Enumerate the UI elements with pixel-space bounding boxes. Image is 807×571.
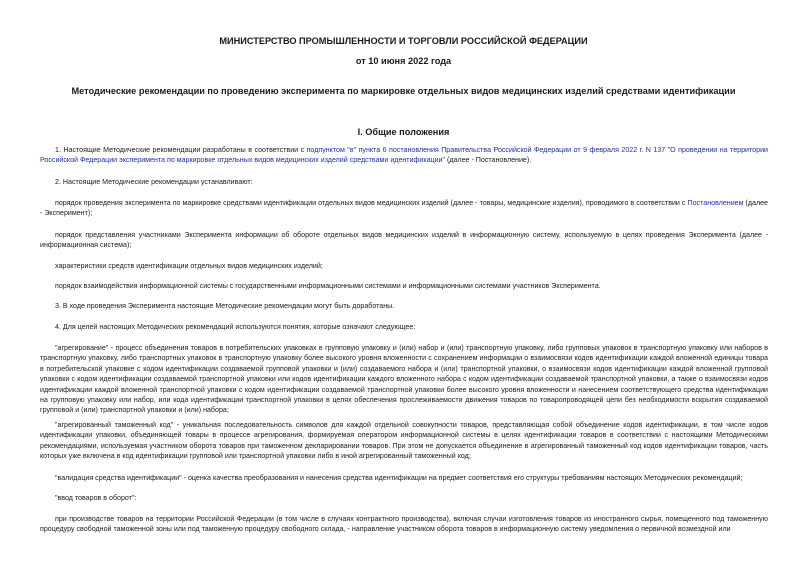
customs-code-definition: "агрегированный таможенный код" - уникальная последовательность символов для каждой отдельной совокупности товаров, представляющая собой объединение кодов идентификации, в том числе кодов идентификации упаковки, объединяющей товары в процессе агрегирования, формируемая оператором информационной системы в целях идентификации товаров в соответствии с настоящими Методическими рекомендациями, используемая участником оборота товаров при таможенном декларировании товаров. При этом не допускается объединение в агрегированный таможенный код кодов идентификации товаров, часть которых уже включена в код идентификации групповой или транспортной упаковки либо в иной агрегированный таможенный код; (40, 421, 768, 461)
paragraph-7-text: 3. В ходе проведения Эксперимента настоящие Методические рекомендации могут быть доработаны. (55, 302, 395, 310)
paragraph-8 (40, 322, 768, 332)
resolution-link[interactable]: подпунктом "в" пункта 6 постановления Правительства Российской Федерации от 9 февраля 2022 г. N 137 "О проведении на территории Российской Федерации эксперимента по маркировке отдельных видов медицинских изделий средствами идентификации" (40, 146, 768, 165)
paragraph-customs-code (40, 420, 768, 462)
paragraph-7 (40, 301, 768, 311)
production-definition: при производстве товаров на территории Российской Федерации (в том числе в случаях контрактного производства), включая случаи изготовления товаров из иностранного сырья, помещенного под таможенную процедуру свободной таможенной зоны или под таможенную процедуру свободного склада, - направление участником оборота товаров в информационную систему уведомления о первичной возмездной или (40, 515, 768, 534)
paragraph-5 (40, 261, 768, 271)
paragraph-input (40, 493, 768, 503)
paragraph-2 (40, 177, 768, 187)
paragraph-production (40, 514, 768, 535)
paragraph-1-text: 1. Настоящие Методические рекомендации разработаны в соответствии с (55, 146, 307, 154)
paragraph-1 (40, 145, 768, 166)
paragraph-8-text: 4. Для целей настоящих Методических рекомендаций используются понятия, которые означают следующее: (55, 323, 416, 331)
paragraph-aggregation (40, 343, 768, 416)
paragraph-3 (40, 198, 768, 219)
paragraph-1-tail: (далее - Постановление). (445, 156, 532, 165)
paragraph-4-text: порядок представления участниками Эксперимента информации об обороте отдельных видов медицинских изделий в информационную систему, используемую в целях проведения Эксперимента (далее - информационная система); (40, 231, 768, 250)
paragraph-5-text: характеристики средств идентификации отдельных видов медицинских изделий; (55, 262, 323, 270)
section-heading: I. Общие положения (357, 127, 450, 137)
validation-definition: "валидация средства идентификации" - оценка качества преобразования и нанесения средства идентификации на предмет соответствия его структуры требованиям настоящих Методических рекомендаций; (55, 474, 743, 482)
paragraph-6-text: порядок взаимодействия информационной системы с государственными информационными системами и информационными системами участников Эксперимента. (55, 282, 601, 290)
paragraph-6 (40, 281, 768, 291)
document-title: Методические рекомендации по проведению эксперимента по маркировке отдельных видов медицинских изделий средствами идентификации (71, 86, 736, 96)
ministry-heading: МИНИСТЕРСТВО ПРОМЫШЛЕННОСТИ И ТОРГОВЛИ РОССИЙСКОЙ ФЕДЕРАЦИИ (219, 36, 588, 46)
document-date: от 10 июня 2022 года (355, 56, 452, 66)
aggregation-definition: "агрегирование" - процесс объединения товаров в потребительских упаковках в групповую упаковку и (или) набор и (или) транспортную упаковку, либо групповых упаковок в транспортную упаковку или наборов в транспортную упаковку, либо транспортных упаковок в транспортную упаковку более высокого уровня вложенности с сохранением информации о взаимосвязи кодов идентификации каждой вложенной единицы товара в потребительской упаковке с кодом идентификации создаваемой групповой упаковки и (или) создаваемого набора и (или) транспортной упаковки, о взаимосвязи кодов идентификации каждой вложенной групповой упаковки с кодом идентификации создаваемой транспортной упаковки или кодов идентификации каждого вложенного набора с кодом идентификации создаваемой транспортной упаковки, а также о взаимосвязи кодов идентификации каждой вложенной транспортной упаковки с кодом идентификации создаваемой транспортной упаковки более высокого уровня вложенности и нанесением соответствующего средства идентификации на групповую упаковку или набор, или кода идентификации транспортной упаковки в целях обеспечения прослеживаемости движения товаров по товаропроводящей цепи без необходимости вскрытия создаваемой групповой и (или) транспортной упаковки и (или) набора; (40, 344, 768, 415)
postanovlenie-link[interactable]: Постановлением (687, 199, 744, 207)
paragraph-3-text: порядок проведения эксперимента по маркировке средствами идентификации отдельных видов медицинских изделий (далее - товары, медицинские изделия), проводимого в соответствии с (55, 199, 688, 207)
paragraph-3-tail: (далее - Эксперимент); (40, 199, 768, 218)
input-definition-heading: "ввод товаров в оборот": (55, 494, 137, 502)
paragraph-validation (40, 473, 768, 483)
paragraph-4 (40, 230, 768, 251)
paragraph-2-text: 2. Настоящие Методические рекомендации устанавливают: (55, 178, 253, 186)
